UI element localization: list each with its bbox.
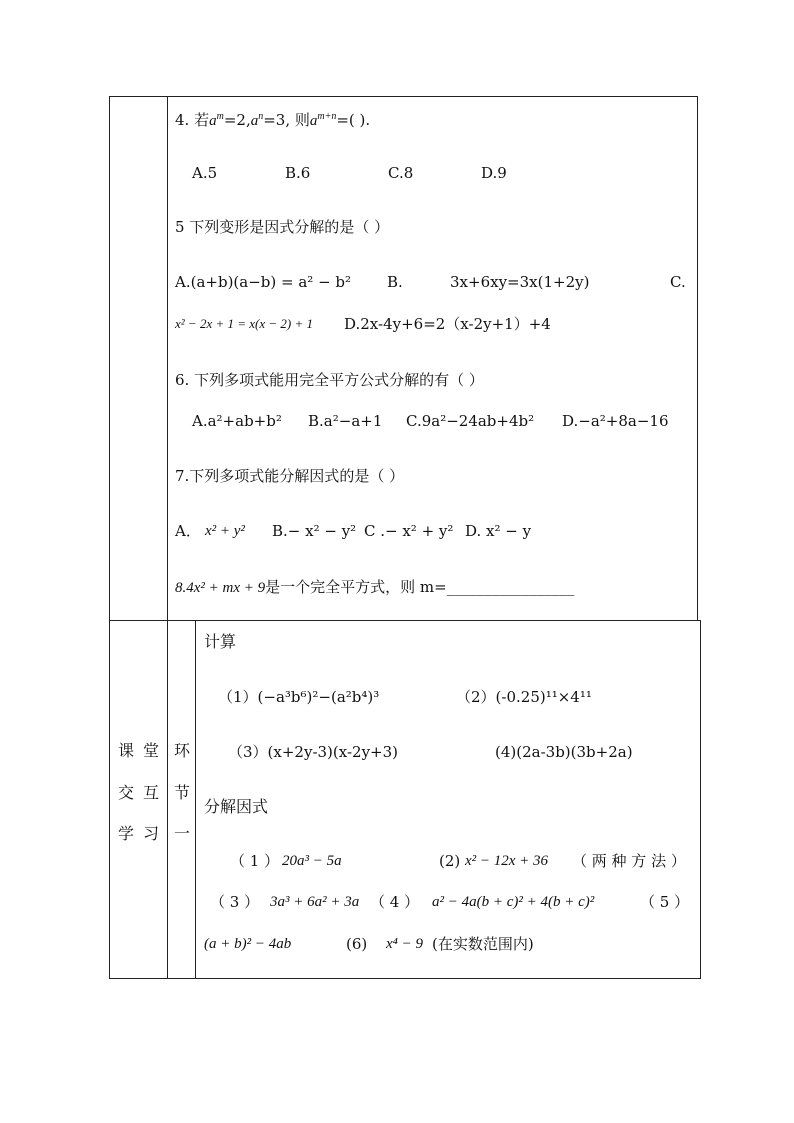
left-label-char: 课	[118, 741, 135, 760]
q4-exp-n: n	[258, 111, 264, 122]
left-label-char: 交	[118, 783, 135, 802]
q5-option-c: x² − 2x + 1 = x(x − 2) + 1	[175, 316, 313, 331]
compute-item-4: (4)(2a-3b)(3b+2a)	[495, 743, 633, 761]
question-8	[175, 577, 574, 598]
compute-title: 计算	[204, 632, 237, 651]
q4-option-c: C.8	[388, 164, 414, 182]
factor-item-4-label: （ 4 ）	[370, 893, 420, 911]
left-label-char: 学	[118, 824, 135, 843]
sub-column-divider	[195, 620, 196, 978]
factor-item-3: 3a³ + 6a² + 3a	[270, 894, 360, 910]
upper-column-divider	[167, 96, 168, 978]
q7-option-a: x² + y²	[205, 523, 245, 539]
upper-border-right	[697, 96, 698, 620]
factor-item-2-note: （ 两 种 方 法 ）	[572, 852, 686, 870]
q6-title: 6. 下列多项式能用完全平方公式分解的有（ ）	[175, 371, 484, 389]
q4-prefix: 4. 若	[175, 111, 210, 129]
q6-option-c: C.9a²−24ab+4b²	[406, 412, 535, 430]
q4-exp-m: m	[216, 111, 224, 122]
factor-item-5-label: （ 5 ）	[640, 893, 690, 911]
q7-title: 7.下列多项式能分解因式的是（ ）	[175, 467, 405, 485]
q5-title: 5 下列变形是因式分解的是（ ）	[175, 218, 390, 236]
q5-option-b-label: B.	[387, 273, 403, 291]
q4-option-d: D.9	[481, 164, 507, 182]
q5-option-c-label: C.	[670, 273, 686, 291]
table-border-bottom	[109, 978, 701, 979]
left-label-char: 习	[143, 824, 160, 843]
q4-option-a: A.5	[192, 164, 218, 182]
factor-item-4: a² − 4a(b + c)² + 4(b + c)²	[432, 894, 595, 910]
q8-expression: 8.4x² + mx + 9	[175, 580, 266, 596]
lower-border-right	[700, 620, 701, 978]
q7-option-a-label: A．	[175, 522, 201, 540]
q4-base-3: a	[309, 113, 318, 129]
q4-mid-2: =3, 则	[263, 111, 310, 129]
q5-option-b: 3x+6xy=3x(1+2y)	[450, 273, 590, 291]
factor-item-2-label: (2)	[439, 852, 461, 870]
compute-item-1: （1）(−a³b⁶)²−(a²b⁴)³	[218, 688, 380, 706]
q4-base-2: a	[250, 113, 259, 129]
factor-item-6-note: (在实数范围内)	[432, 935, 534, 953]
sub-label-char: 节	[174, 783, 191, 802]
q4-mid-1: =2,	[223, 111, 251, 129]
q6-option-d: D.−a²+8a−16	[562, 412, 669, 430]
q5-option-d: D.2x-4y+6=2（x-2y+1）+4	[344, 315, 551, 333]
q6-option-b: B.a²−a+1	[308, 412, 383, 430]
factor-item-2: x² − 12x + 36	[465, 853, 549, 869]
factor-item-6: x⁴ − 9	[386, 936, 423, 952]
left-label-char: 堂	[143, 741, 160, 760]
q7-option-d: D. x² − y	[465, 522, 532, 540]
q7-option-b: B.− x² − y²	[272, 522, 357, 540]
table-border-left	[109, 96, 110, 978]
factor-item-1: 20a³ − 5a	[282, 853, 342, 869]
compute-item-2: （2）(-0.25)¹¹×4¹¹	[456, 688, 592, 706]
table-border-top	[109, 96, 697, 97]
factor-item-1-label: （ 1 ）	[230, 852, 280, 870]
q7-option-c: C .− x² + y²	[364, 522, 454, 540]
question-4	[175, 107, 370, 131]
sub-label-char: 一	[174, 824, 191, 843]
left-label-char: 互	[143, 783, 160, 802]
q5-option-a: A.(a+b)(a−b) = a² − b²	[175, 273, 352, 291]
q4-base-1: a	[209, 113, 217, 129]
factor-item-3-label: （ 3 ）	[210, 893, 260, 911]
q8-text: 是一个完全平方式，则 m=_________________	[265, 578, 575, 596]
sub-label-char: 环	[174, 741, 191, 760]
q6-option-a: A.a²+ab+b²	[192, 412, 282, 430]
q4-option-b: B.6	[285, 164, 311, 182]
q4-suffix: =( ).	[336, 111, 371, 129]
q4-exp-mn: m+n	[317, 111, 337, 122]
factor-item-6-label: (6)	[346, 935, 368, 953]
factor-item-5: (a + b)² − 4ab	[204, 936, 292, 952]
compute-item-3: （3）(x+2y-3)(x-2y+3)	[228, 743, 399, 761]
row-divider	[109, 620, 701, 621]
factor-title: 分解因式	[204, 797, 269, 816]
